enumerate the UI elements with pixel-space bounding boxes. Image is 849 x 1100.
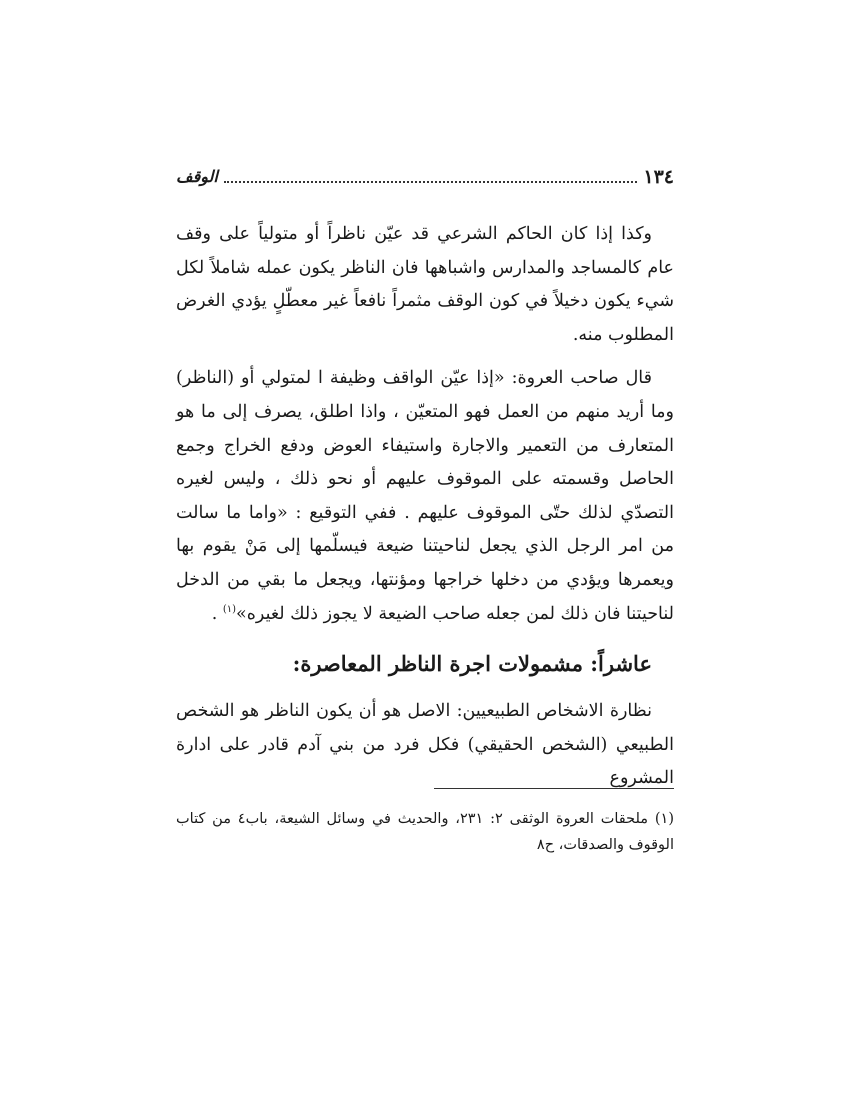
running-header	[176, 158, 674, 188]
page-number: ١٣٤	[643, 166, 674, 188]
paragraph-text: نظارة الاشخاص الطبيعيين: الاصل هو أن يكون الناظر هو الشخص الطبيعي (الشخص الحقيقي) فكل فرد من بني آدم قادر على ادارة المشروع	[176, 701, 674, 789]
book-page	[176, 150, 674, 910]
running-title: الوقف	[176, 167, 218, 186]
footnote: (١) ملحقات العروة الوثقى ٢: ٢٣١، والحديث في وسائل الشيعة، باب٤ من كتاب الوقوف والصدقات، ح٨	[176, 811, 674, 853]
paragraph	[176, 695, 674, 796]
footnote-separator	[434, 788, 674, 789]
footnote-reference[interactable]: (١)	[222, 603, 237, 615]
section-heading: عاشراً: مشمولات اجرة الناظر المعاصرة:	[292, 651, 652, 677]
page-content	[176, 218, 674, 806]
paragraph-text: وكذا إذا كان الحاكم الشرعي قد عيّن ناظراً أو متولياً على وقف عام كالمساجد والمدارس واشباهها فان الناظر يكون عمله شاملاً لكل شيء يكون دخيلاً في كون الوقف مثمراً نافعاً غير معطّلٍ يؤدي الغرض المطلوب منه.	[176, 224, 674, 345]
paragraph-end-mark: .	[211, 603, 218, 624]
paragraph	[176, 218, 674, 352]
dotted-leader	[224, 181, 638, 183]
quoted-paragraph	[176, 362, 674, 631]
paragraph-text: قال صاحب العروة: «إذا عيّن الواقف وظيفة ا لمتولي أو (الناظر) وما أريد منهم من العمل فهو المتعيّن ، واذا اطلق، يصرف إلى ما هو المتعارف من التعمير والاجارة واستيفاء العوض ودفع الخراج وجمع الحاصل وقسمته على الموقوف عليهم أو نحو ذلك ، وليس لغيره التصدّي لذلك حتّى الموقوف عليهم . ففي التوقيع : «واما ما سالت من امر الرجل الذي يجعل لناحيتنا ضيعة فيسلّمها إلى مَنْ يقوم بها ويعمرها ويؤدي من دخلها خراجها ومؤنتها، ويجعل ما بقي من الدخل لناحيتنا فان ذلك لمن جعله صاحب الضيعة لا يجوز ذلك لغيره»	[176, 368, 674, 624]
